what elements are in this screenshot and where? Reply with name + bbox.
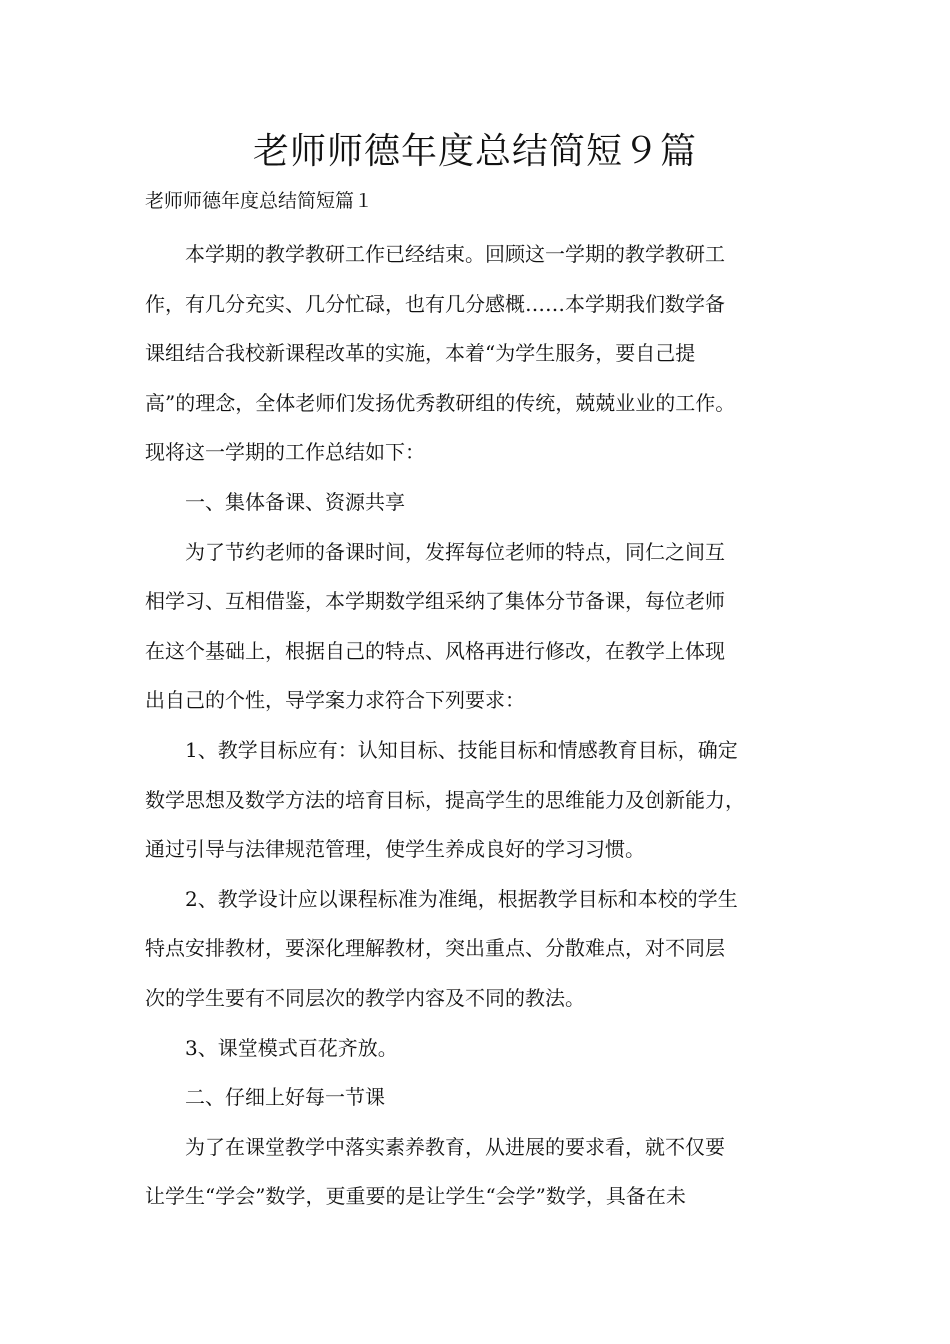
paragraph-line: 出自己的个性，导学案力求符合下列要求： [145, 688, 525, 713]
paragraph-line: 一、集体备课、资源共享 [185, 489, 405, 514]
body-paragraph [145, 1123, 825, 1222]
paragraph-line: 3、课堂模式百花齐放。 [185, 1035, 398, 1060]
paragraph-line: 为了在课堂教学中落实素养教育，从进展的要求看，就不仅要 [185, 1134, 725, 1159]
paragraph-line: 1、教学目标应有：认知目标、技能目标和情感教育目标，确定 [185, 737, 738, 762]
document-subtitle: 老师师德年度总结简短篇１ [145, 190, 374, 212]
body-paragraph [145, 230, 825, 478]
paragraph-line: 高”的理念，全体老师们发扬优秀教研组的传统，兢兢业业的工作。 [145, 390, 736, 415]
body-paragraph [145, 528, 825, 726]
paragraph-line: 现将这一学期的工作总结如下： [145, 440, 425, 465]
paragraph-line: 次的学生要有不同层次的教学内容及不同的教法。 [145, 985, 585, 1010]
body-paragraph [145, 478, 825, 528]
paragraph-line: 2、教学设计应以课程标准为准绳，根据教学目标和本校的学生 [185, 886, 738, 911]
paragraph-line: 在这个基础上，根据自己的特点、风格再进行修改，在教学上体现 [145, 638, 725, 663]
paragraph-line: 本学期的教学教研工作已经结束。回顾这一学期的教学教研工 [185, 242, 725, 266]
paragraph-line: 特点安排教材，要深化理解教材，突出重点、分散难点，对不同层 [145, 936, 725, 961]
body-paragraph [145, 1024, 825, 1074]
paragraph-line: 课组结合我校新课程改革的实施，本着“为学生服务，要自己提 [145, 341, 696, 366]
paragraph-line: 作，有几分充实、几分忙碌，也有几分感概……本学期我们数学备 [145, 291, 725, 316]
body-paragraph [145, 1073, 825, 1123]
paragraph-line: 相学习、互相借鉴，本学期数学组采纳了集体分节备课，每位老师 [145, 589, 725, 614]
body-paragraph [145, 875, 825, 1024]
body-paragraph [145, 726, 825, 875]
document-title: 老师师德年度总结简短９篇 [252, 131, 697, 172]
paragraph-line: 二、仔细上好每一节课 [185, 1085, 385, 1110]
document-body [145, 230, 825, 1222]
paragraph-line: 通过引导与法律规范管理，使学生养成良好的学习习惯。 [145, 837, 645, 862]
paragraph-line: 为了节约老师的备课时间，发挥每位老师的特点，同仁之间互 [185, 539, 725, 564]
paragraph-line: 数学思想及数学方法的培育目标，提高学生的思维能力及创新能力， [145, 787, 745, 812]
paragraph-line: 让学生“学会”数学，更重要的是让学生“会学”数学，具备在未 [145, 1184, 686, 1209]
